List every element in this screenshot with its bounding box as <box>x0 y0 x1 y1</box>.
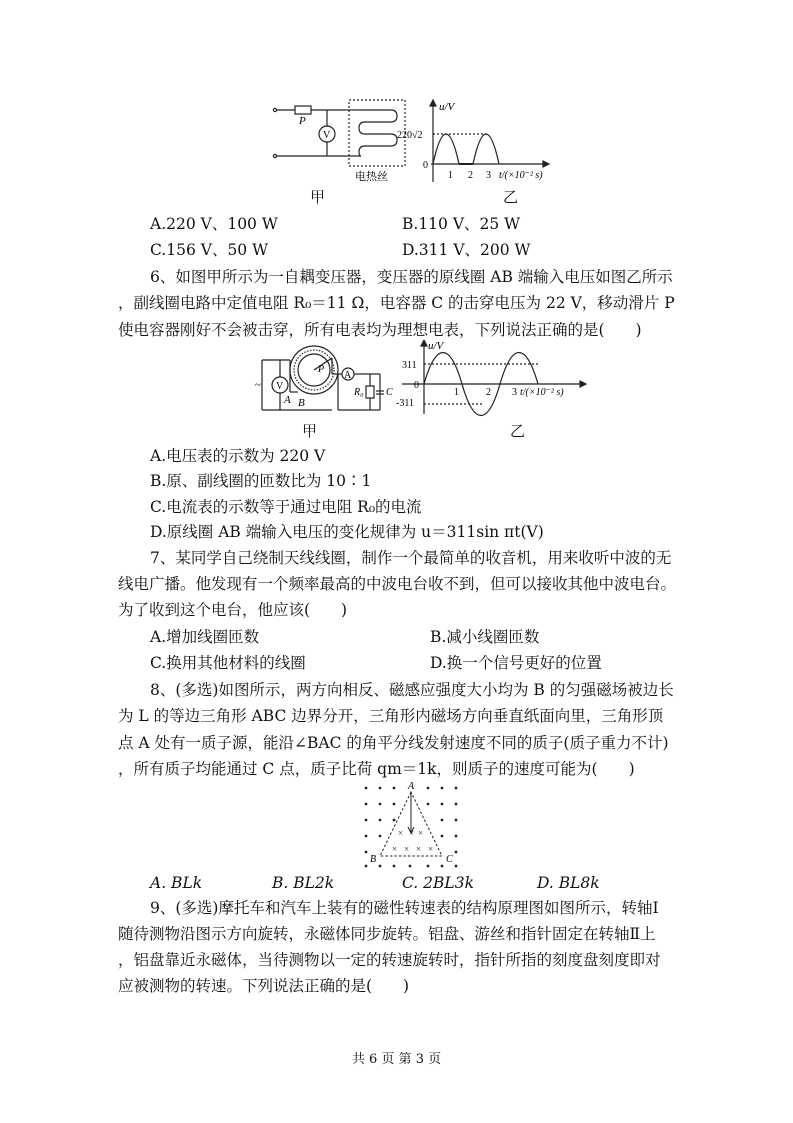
q6-line-1: 6、如图甲所示为一自耦变压器，变压器的原线圈 AB 端输入电压如图乙所示 <box>150 268 673 286</box>
q5-y-peak: 220√2 <box>397 130 423 141</box>
q7-line-3: 为了收到这个电台，他应该( ) <box>118 601 348 619</box>
svg-text:×: × <box>392 844 398 854</box>
q5-option-b: B.110 V、25 W <box>402 215 521 233</box>
q8-option-b: B. BL2k <box>272 874 335 892</box>
q6-fig-meter-A: A <box>344 370 352 381</box>
q5-axis-y: u/V <box>439 101 455 113</box>
q6-fig-tick-2: 2 <box>486 387 491 398</box>
q5-tick-2: 2 <box>468 170 473 181</box>
q8-fig-A: A <box>408 781 415 792</box>
q6-fig-tick-1: 1 <box>454 387 459 398</box>
q6-caption-right: 乙 <box>510 422 526 440</box>
q6-fig-origin: 0 <box>414 380 419 391</box>
q6-caption-left: 甲 <box>302 422 318 440</box>
q7-line-1: 7、某同学自己绕制天线线圈，制作一个最简单的收音机，用来收听中波的无 <box>150 549 672 567</box>
q7-option-d: D.换一个信号更好的位置 <box>430 654 602 672</box>
q5-axis-x: t/(×10⁻² s) <box>499 170 543 181</box>
q9-line-3: ，铝盘靠近永磁体，当待测物以一定的转速旋转时，指针所指的刻度盘刻度即对 <box>118 951 661 969</box>
q6-fig-axis-x: t/(×10⁻² s) <box>520 387 564 398</box>
q8-fig-C: C <box>446 854 453 865</box>
q8-line-1: 8、(多选)如图所示，两方向相反、磁感应强度大小均为 B 的匀强磁场被边长 <box>150 681 674 699</box>
q7-line-2: 线电广播。他发现有一个频率最高的中波电台收不到，但可以接收其他中波电台。 <box>118 575 677 593</box>
q9-line-4: 应被测物的转速。下列说法正确的是( ) <box>118 977 410 995</box>
q9-line-1: 9、(多选)摩托车和汽车上装有的磁性转速表的结构原理图如图所示，转轴Ⅰ <box>150 899 659 917</box>
q6-option-c: C.电流表的示数等于通过电阻 R₀的电流 <box>150 498 422 516</box>
q8-option-d: D. BL8k <box>537 874 600 892</box>
q8-line-3: 点 A 处有一质子源，能沿∠BAC 的角平分线发射速度不同的质子(质子重力不计) <box>118 734 669 752</box>
q6-fig-point-B: B <box>298 397 305 409</box>
q8-option-a: A. BLk <box>150 874 203 892</box>
svg-text:×: × <box>404 844 410 854</box>
q7-option-b: B.减小线圈匝数 <box>430 628 540 646</box>
page-footer: 共 6 页 第 3 页 <box>351 1052 442 1067</box>
q5-tick-1: 1 <box>448 170 453 181</box>
q6-figure <box>252 340 612 418</box>
q6-fig-y-top: 311 <box>402 360 417 371</box>
q6-option-b: B.原、副线圈的匝数比为 10∶1 <box>150 472 372 490</box>
q6-fig-y-bottom: -311 <box>396 398 414 409</box>
q5-option-c: C.156 V、50 W <box>150 241 269 259</box>
q6-fig-tilde: ~ <box>255 379 261 391</box>
q8-line-4: ，所有质子均能通过 C 点，质子比荷 qm＝1k，则质子的速度可能为( ) <box>118 760 635 778</box>
q5-option-d: D.311 V、200 W <box>402 241 531 259</box>
q8-figure <box>358 780 470 870</box>
q5-heater-label: 电热丝 <box>355 171 388 183</box>
svg-text:×: × <box>428 844 434 854</box>
q5-caption-right: 乙 <box>503 188 519 206</box>
q9-line-2: 随待测物沿图示方向旋转，永磁体同步旋转。铝盘、游丝和指针固定在转轴Ⅱ上 <box>118 925 656 943</box>
q8-line-2: 为 L 的等边三角形 ABC 边界分开，三角形内磁场方向垂直纸面向里，三角形顶 <box>118 707 664 725</box>
q6-line-3: 使电容器刚好不会被击穿，所有电表均为理想电表，下列说法正确的是( ) <box>118 321 642 339</box>
q6-fig-axis-y: u/V <box>428 340 444 352</box>
q6-option-a: A.电压表的示数为 220 V <box>150 447 326 465</box>
q6-fig-point-A: A <box>284 394 291 406</box>
q5-caption-left: 甲 <box>310 188 326 206</box>
q7-option-c: C.换用其他材料的线圈 <box>150 654 306 672</box>
q5-tick-3: 3 <box>486 170 491 181</box>
svg-text:×: × <box>398 828 404 838</box>
q8-fig-B: B <box>370 854 377 865</box>
svg-text:×: × <box>409 828 415 838</box>
q6-fig-P: P <box>318 364 325 375</box>
q7-option-a: A.增加线圈匝数 <box>150 628 260 646</box>
q6-fig-tick-3: 3 <box>512 387 517 398</box>
svg-text:×: × <box>418 828 424 838</box>
q5-origin: 0 <box>423 160 428 171</box>
q5-option-a: A.220 V、100 W <box>150 215 278 233</box>
q5-meter-V: V <box>323 130 331 141</box>
q6-line-2: ，副线圈电路中定值电阻 R₀＝11 Ω，电容器 C 的击穿电压为 22 V，移动滑片 P <box>118 294 675 312</box>
q8-option-c: C. 2BL3k <box>402 874 474 892</box>
q6-fig-C: C <box>386 387 393 398</box>
q6-fig-meter-V: V <box>276 381 284 392</box>
q5-label-P: P <box>299 115 306 127</box>
svg-text:×: × <box>416 844 422 854</box>
q6-option-d: D.原线圈 AB 端输入电压的变化规律为 u＝311sin πt(V) <box>150 523 544 541</box>
q6-fig-R0: R₀ <box>354 387 364 398</box>
